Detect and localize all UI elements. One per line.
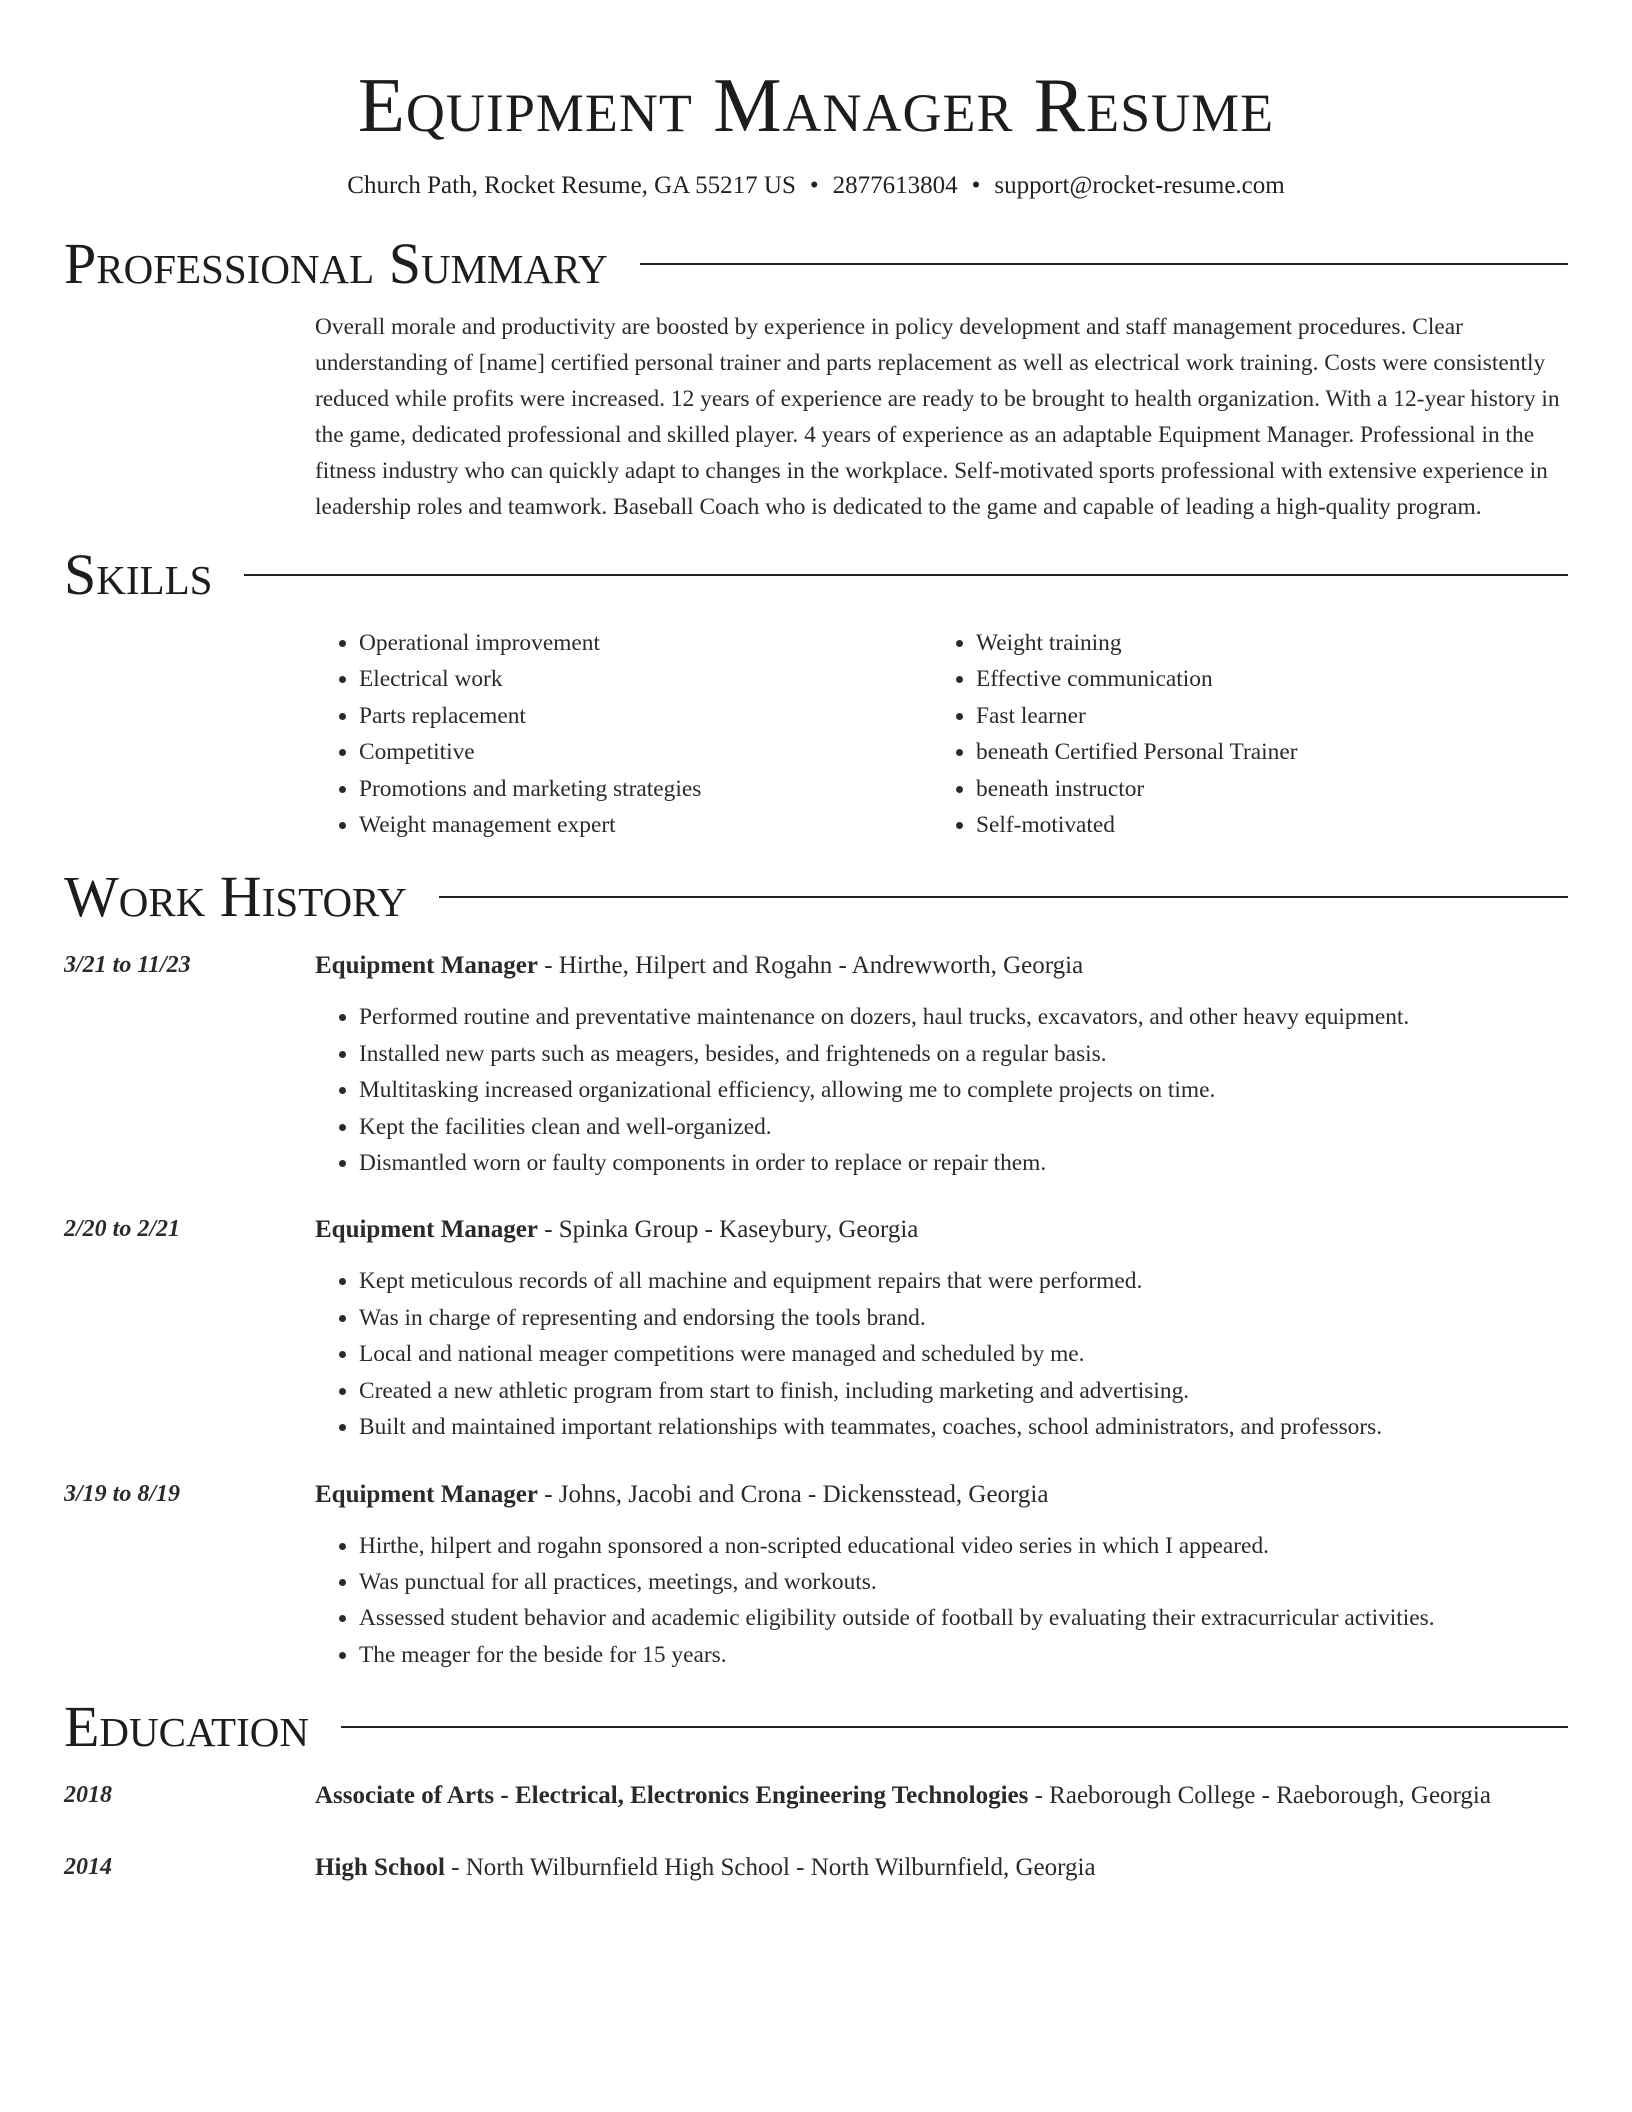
education-degree: Associate of Arts - Electrical, Electronics Engineering Technologies xyxy=(315,1782,1029,1810)
resume-page xyxy=(64,0,1568,1887)
summary-heading: Professional Summary xyxy=(64,231,608,296)
job-bullet: • Assessed student behavior and academic eligibility outside of football by evaluating their extracurricular activities. xyxy=(359,1600,1568,1636)
skill-item: • Self-motivated xyxy=(976,807,1549,843)
education-content xyxy=(315,1777,1568,1815)
education-entry xyxy=(64,1849,1568,1887)
job-headline xyxy=(315,1476,1568,1514)
work-section-header xyxy=(64,865,1568,929)
job-date: 3/21 to 11/23 xyxy=(64,952,191,979)
work-heading: Work History xyxy=(64,864,407,930)
education-degree: High School xyxy=(315,1854,445,1882)
job-details: - Spinka Group - Kaseybury, Georgia xyxy=(537,1216,919,1244)
section-divider xyxy=(640,263,1568,265)
education-headline xyxy=(315,1849,1568,1887)
skills-heading: Skills xyxy=(64,542,213,607)
job-bullet: • Installed new parts such as meagers, besides, and frighteneds on a regular basis. xyxy=(359,1036,1568,1072)
skills-list-left xyxy=(315,625,932,843)
job-bullet: • Was in charge of representing and endorsing the tools brand. xyxy=(359,1300,1568,1336)
skill-item: • beneath instructor xyxy=(976,771,1549,807)
contact-email[interactable]: support@rocket-resume.com xyxy=(994,172,1285,199)
job-role: Equipment Manager xyxy=(315,1216,538,1244)
skill-item: • Fast learner xyxy=(976,698,1549,734)
education-entry xyxy=(64,1777,1568,1815)
job-bullet: • Was punctual for all practices, meetings, and workouts. xyxy=(359,1564,1568,1600)
summary-section-header xyxy=(64,232,1568,296)
resume-title: Equipment Manager Resume xyxy=(357,62,1275,148)
job-entry xyxy=(64,1211,1568,1445)
skill-item: • Parts replacement xyxy=(359,698,932,734)
job-bullets xyxy=(315,1263,1568,1445)
education-date: 2018 xyxy=(64,1782,112,1809)
skill-item: • Weight training xyxy=(976,625,1549,661)
job-bullet: • Local and national meager competitions were managed and scheduled by me. xyxy=(359,1336,1568,1372)
education-heading: Education xyxy=(64,1694,309,1760)
job-headline xyxy=(315,1211,1568,1249)
contact-address: Church Path, Rocket Resume, GA 55217 US xyxy=(347,172,796,199)
job-bullet: • Performed routine and preventative maintenance on dozers, haul trucks, excavators, and other heavy equipment. xyxy=(359,999,1568,1035)
education-details: - North Wilburnfield High School - North Wilburnfield, Georgia xyxy=(444,1854,1096,1882)
job-bullet: • The meager for the beside for 15 years. xyxy=(359,1637,1568,1673)
contact-separator: • xyxy=(971,172,981,199)
section-divider xyxy=(341,1726,1568,1728)
job-bullet: • Hirthe, hilpert and rogahn sponsored a non-scripted educational video series in which I appeared. xyxy=(359,1528,1568,1564)
job-bullets xyxy=(315,999,1568,1181)
job-bullet: • Multitasking increased organizational efficiency, allowing me to complete projects on time. xyxy=(359,1072,1568,1108)
job-bullet: • Built and maintained important relationships with teammates, coaches, school administrators, and professors. xyxy=(359,1409,1568,1445)
job-date: 3/19 to 8/19 xyxy=(64,1480,181,1507)
skill-item: • Electrical work xyxy=(359,661,932,697)
skills-columns xyxy=(315,625,1568,843)
skill-item: • Effective communication xyxy=(976,661,1549,697)
job-bullet: • Kept the facilities clean and well-organized. xyxy=(359,1109,1568,1145)
skill-item: • Weight management expert xyxy=(359,807,932,843)
job-content xyxy=(315,1211,1568,1445)
summary-text: Overall morale and productivity are boosted by experience in policy development and staff management procedures. Clear understanding of [name] certified personal trainer and parts replacement as well as electrical work training. Costs were consistently reduced while profits were increased. 12 years of experience are ready to be brought to health organization. With a 12-year history in the game, dedicated professional and skilled player. 4 years of experience as an adaptable Equipment Manager. Professional in the fitness industry who can quickly adapt to changes in the workplace. Self-motivated sports professional with extensive experience in leadership roles and teamwork. Baseball Coach who is dedicated to the game and capable of leading a high-quality program. xyxy=(315,314,1560,520)
job-content xyxy=(315,947,1568,1181)
job-details: - Johns, Jacobi and Crona - Dickensstead, Georgia xyxy=(537,1480,1049,1508)
section-divider xyxy=(439,896,1568,898)
contact-phone: 2877613804 xyxy=(832,172,958,199)
skills-section-header xyxy=(64,543,1568,607)
skill-item: • Competitive xyxy=(359,734,932,770)
job-bullets xyxy=(315,1528,1568,1674)
contact-separator: • xyxy=(809,172,819,199)
skills-list-right xyxy=(932,625,1549,843)
job-date: 2/20 to 2/21 xyxy=(64,1216,181,1243)
job-bullet: • Created a new athletic program from start to finish, including marketing and advertising. xyxy=(359,1373,1568,1409)
skill-item: • Promotions and marketing strategies xyxy=(359,771,932,807)
job-content xyxy=(315,1476,1568,1674)
education-section-header xyxy=(64,1695,1568,1759)
section-divider xyxy=(244,574,1568,576)
skill-item: • beneath Certified Personal Trainer xyxy=(976,734,1549,770)
job-role: Equipment Manager xyxy=(315,1480,538,1508)
education-content xyxy=(315,1849,1568,1887)
contact-line xyxy=(64,170,1568,202)
skill-item: • Operational improvement xyxy=(359,625,932,661)
job-bullet: • Dismantled worn or faulty components in order to replace or repair them. xyxy=(359,1145,1568,1181)
job-details: - Hirthe, Hilpert and Rogahn - Andrewworth, Georgia xyxy=(537,952,1084,980)
education-headline xyxy=(315,1777,1568,1815)
job-headline xyxy=(315,947,1568,985)
job-bullet: • Kept meticulous records of all machine and equipment repairs that were performed. xyxy=(359,1263,1568,1299)
education-date: 2014 xyxy=(64,1854,112,1881)
job-entry xyxy=(64,947,1568,1181)
job-entry xyxy=(64,1476,1568,1674)
job-role: Equipment Manager xyxy=(315,952,538,980)
education-details: - Raeborough College - Raeborough, Georgia xyxy=(1028,1782,1491,1810)
